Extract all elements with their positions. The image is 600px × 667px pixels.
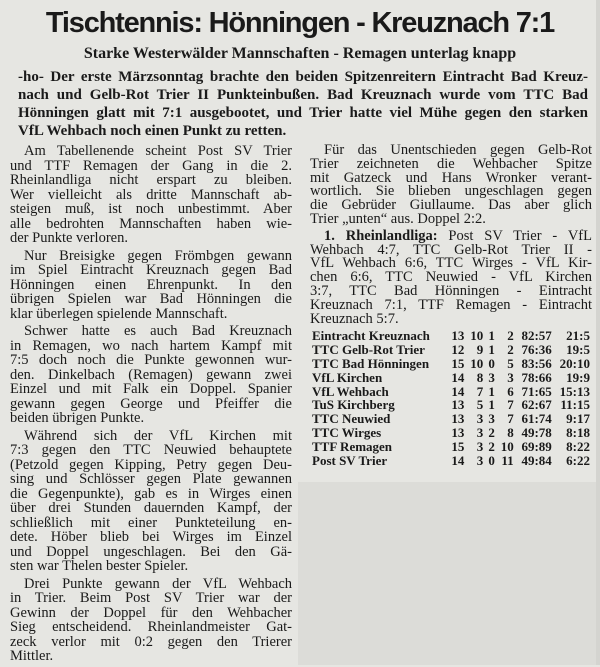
headline: Tischtennis: Hönningen - Kreuznach 7:1 bbox=[45, 7, 555, 39]
results-paragraph bbox=[310, 227, 592, 327]
text-line: Am Tabellenende scheint Post SV Trier bbox=[24, 143, 292, 159]
text-line: mit Gatzeck und Hans Wronker verant- bbox=[310, 169, 592, 186]
losses: 8 bbox=[507, 424, 514, 440]
blank-area bbox=[298, 482, 600, 665]
text-line: zeck verlor mit 0:2 gegen den Trierer bbox=[10, 633, 292, 650]
text-line: VfL Wehbach 6:6, TTC Wirges - VfL Kir- bbox=[310, 255, 592, 272]
text-line: Einzel und mit Falk ein Doppel. Spanier bbox=[10, 381, 292, 397]
paragraph bbox=[310, 144, 592, 227]
losses: 7 bbox=[507, 411, 514, 427]
match-score: 76:36 bbox=[521, 342, 552, 358]
text-line: Wehbach 4:7, TTC Gelb-Rot Trier II - bbox=[310, 241, 592, 258]
points: 20:10 bbox=[559, 355, 590, 371]
page-edge bbox=[596, 0, 600, 665]
text-line: Kreuznach 5:7. bbox=[310, 310, 399, 327]
text-line: in Trier. Beim Post SV Trier war der bbox=[10, 590, 292, 606]
losses: 2 bbox=[507, 328, 514, 344]
wins: 3 bbox=[476, 438, 484, 454]
draws: 1 bbox=[488, 397, 495, 413]
standings-row bbox=[310, 371, 592, 385]
team-name: TTC Bad Hönningen bbox=[312, 355, 430, 371]
text-line: Schwer hatte es auch Bad Kreuznach bbox=[24, 323, 292, 339]
wins: 3 bbox=[476, 411, 484, 427]
paragraph bbox=[10, 144, 292, 246]
draws: 2 bbox=[488, 438, 495, 454]
standings-row bbox=[310, 343, 592, 357]
games: 13 bbox=[451, 397, 465, 413]
draws: 1 bbox=[488, 383, 495, 399]
wins: 9 bbox=[476, 342, 484, 358]
left-column bbox=[10, 144, 292, 667]
text-line: klar überlegen spielende Mannschaft. bbox=[10, 305, 228, 322]
text-line: gewann gegen George und Pfeiffer die bbox=[10, 395, 292, 412]
losses: 2 bbox=[507, 342, 514, 358]
text-line: chen 6:6, TTC Neuwied - VfL Kirchen bbox=[310, 269, 592, 286]
standings-row bbox=[310, 454, 592, 468]
losses: 10 bbox=[500, 438, 514, 454]
points: 9:17 bbox=[566, 411, 590, 427]
text-line: übrigen Spielen war Bad Hönningen die bbox=[10, 291, 292, 307]
text-line: (Petzold gegen Kipping, Petry gegen Deu- bbox=[10, 456, 292, 473]
results-text: Post SV Trier - VfL bbox=[448, 227, 592, 244]
standings-row bbox=[310, 357, 592, 371]
match-score: 62:67 bbox=[521, 397, 552, 413]
text-line: schließlich mit einer Punkteteilung en- bbox=[10, 514, 292, 531]
standings-row bbox=[310, 329, 592, 343]
games: 13 bbox=[451, 328, 465, 344]
team-name: Post SV Trier bbox=[312, 452, 388, 468]
standings-row bbox=[310, 398, 592, 412]
text-line: Nur Breisigke gegen Frömbgen gewann bbox=[24, 247, 292, 264]
text-line: den. Dinkelbach (Remagen) gewann zwei bbox=[10, 366, 292, 383]
draws: 3 bbox=[488, 411, 495, 427]
text-line: nach und Gelb-Rot Trier II Punkteinbußen. Bad Kreuznach wurde vom TTC Bad bbox=[18, 87, 588, 103]
team-name: TTC Gelb-Rot Trier bbox=[312, 342, 425, 358]
text-line: die Gegenpunkte), gab es in Wirges einen bbox=[10, 485, 292, 502]
team-name: TTC Wirges bbox=[312, 424, 382, 440]
league-label: 1. Rheinlandliga: bbox=[324, 227, 438, 244]
text-line: die Gebrüder Giullaume. Das aber glich bbox=[310, 197, 592, 214]
points: 6:22 bbox=[566, 452, 590, 468]
text-line: Sieg entscheidend. Rheinlandmeister Gat- bbox=[10, 619, 292, 635]
wins: 7 bbox=[476, 383, 484, 399]
points: 11:15 bbox=[560, 397, 590, 413]
text-line: über drei Stunden dauernden Kampf, der bbox=[10, 500, 292, 516]
team-name: TTF Remagen bbox=[312, 438, 393, 454]
text-line: Hönningen einen Ehrenpunkt. In den bbox=[10, 276, 292, 293]
losses: 5 bbox=[507, 355, 514, 371]
paragraph bbox=[10, 429, 292, 574]
text-line: Wer vielleicht als dritte Mannschaft ab- bbox=[10, 186, 292, 203]
standings-row bbox=[310, 440, 592, 454]
points: 21:5 bbox=[566, 328, 590, 344]
text-line: Drei Punkte gewann der VfL Wehbach bbox=[24, 575, 292, 592]
team-name: Eintracht Kreuznach bbox=[312, 328, 430, 344]
text-line: VfL Wehbach noch einen Punkt zu retten. bbox=[18, 123, 287, 139]
subheadline: Starke Westerwälder Mannschaften - Remagen unterlag knapp bbox=[83, 45, 517, 62]
points: 8:22 bbox=[566, 438, 590, 454]
games: 15 bbox=[451, 355, 465, 371]
match-score: 78:66 bbox=[521, 369, 552, 385]
losses: 7 bbox=[507, 397, 514, 413]
text-line: dete. Höber blieb bei Wirges im Einzel bbox=[10, 529, 292, 545]
draws: 2 bbox=[488, 424, 495, 440]
points: 19:5 bbox=[566, 342, 590, 358]
standings-row bbox=[310, 412, 592, 426]
match-score: 61:74 bbox=[521, 411, 552, 427]
paragraph bbox=[10, 577, 292, 664]
points: 8:18 bbox=[566, 424, 590, 440]
text-line: beiden übrigen Punkte. bbox=[10, 410, 145, 426]
text-line: Für das Unentschieden gegen Gelb-Rot bbox=[324, 142, 592, 158]
text-line: 7:5 doch noch die Punkte gewonnen wur- bbox=[10, 352, 292, 368]
text-line: wortlich. Sie blieben ungeschlagen gegen bbox=[310, 183, 592, 200]
text-line: alle bedrohten Mannschaften haben wie- bbox=[10, 215, 292, 232]
text-line: steigen muß, ist noch unbestimmt. Aber bbox=[10, 201, 292, 217]
games: 12 bbox=[451, 342, 465, 358]
text-line: Kreuznach 7:1, TTF Remagen - Eintracht bbox=[310, 296, 592, 313]
text-line: 3:7, TTC Bad Hönningen - Eintracht bbox=[310, 282, 592, 299]
games: 13 bbox=[451, 424, 465, 440]
games: 14 bbox=[451, 383, 465, 399]
games: 13 bbox=[451, 411, 465, 427]
lead-paragraph bbox=[18, 68, 588, 140]
team-name: TTC Neuwied bbox=[312, 411, 391, 427]
draws: 1 bbox=[488, 342, 495, 358]
wins: 5 bbox=[476, 397, 484, 413]
text-line: Rheinlandliga nicht erspart zu bleiben. bbox=[10, 172, 292, 188]
draws: 1 bbox=[488, 328, 495, 344]
losses: 3 bbox=[507, 369, 514, 385]
draws: 0 bbox=[488, 355, 495, 371]
right-column bbox=[310, 144, 592, 467]
standings-row bbox=[310, 426, 592, 440]
draws: 0 bbox=[488, 452, 495, 468]
wins: 3 bbox=[476, 452, 484, 468]
text-line: sing und Schlösser gegen Plate gewannen bbox=[10, 471, 292, 487]
team-name: VfL Kirchen bbox=[312, 369, 383, 385]
standings-row bbox=[310, 385, 592, 399]
wins: 8 bbox=[476, 369, 484, 385]
text-line: in Remagen, wo nach hartem Kampf mit bbox=[10, 337, 292, 354]
text-line: sten war Thelen bester Spieler. bbox=[10, 558, 189, 574]
paragraph bbox=[10, 249, 292, 322]
games: 14 bbox=[451, 452, 465, 468]
text-line: Während sich der VfL Kirchen mit bbox=[24, 427, 292, 444]
text-line: -ho- Der erste Märzsonntag brachte den beiden Spitzenreitern Eintracht Bad Kreuz- bbox=[18, 69, 588, 85]
draws: 3 bbox=[488, 369, 495, 385]
paragraph bbox=[10, 324, 292, 426]
text-line: Gewinn der Doppel für den Wehbacher bbox=[10, 604, 292, 621]
wins: 10 bbox=[470, 355, 484, 371]
text-line: und Doppel ungeschlagen. Bei den Gä- bbox=[10, 543, 292, 560]
match-score: 71:65 bbox=[521, 383, 552, 399]
text-line: und TTF Remagen der Gang in die 2. bbox=[10, 157, 292, 174]
games: 14 bbox=[451, 369, 465, 385]
text-line: Hönningen glatt mit 7:1 ausgebootet, und Trier hatte viel Mühe gegen den starken bbox=[18, 105, 588, 121]
losses: 6 bbox=[507, 383, 514, 399]
wins: 10 bbox=[470, 328, 484, 344]
points: 15:13 bbox=[559, 383, 590, 399]
match-score: 49:78 bbox=[521, 424, 552, 440]
text-line: der Punkte verloren. bbox=[10, 230, 128, 246]
text-line: im Spiel Eintracht Kreuznach gegen Bad bbox=[10, 262, 292, 278]
wins: 3 bbox=[476, 424, 484, 440]
match-score: 82:57 bbox=[521, 328, 552, 344]
team-name: TuS Kirchberg bbox=[312, 397, 395, 413]
text-line: Trier zeichneten die Wehbacher Spitze bbox=[310, 155, 592, 172]
losses: 11 bbox=[501, 452, 514, 468]
match-score: 49:84 bbox=[521, 452, 552, 468]
points: 19:9 bbox=[566, 369, 590, 385]
match-score: 83:56 bbox=[521, 355, 552, 371]
standings-table bbox=[310, 329, 592, 467]
match-score: 69:89 bbox=[521, 438, 552, 454]
team-name: VfL Wehbach bbox=[312, 383, 389, 399]
text-line: Trier „unten“ aus. Doppel 2:2. bbox=[310, 210, 486, 227]
text-line: 7:3 gegen den TTC Neuwied behauptete bbox=[10, 442, 292, 458]
games: 15 bbox=[451, 438, 465, 454]
text-line: Mittler. bbox=[10, 648, 54, 664]
